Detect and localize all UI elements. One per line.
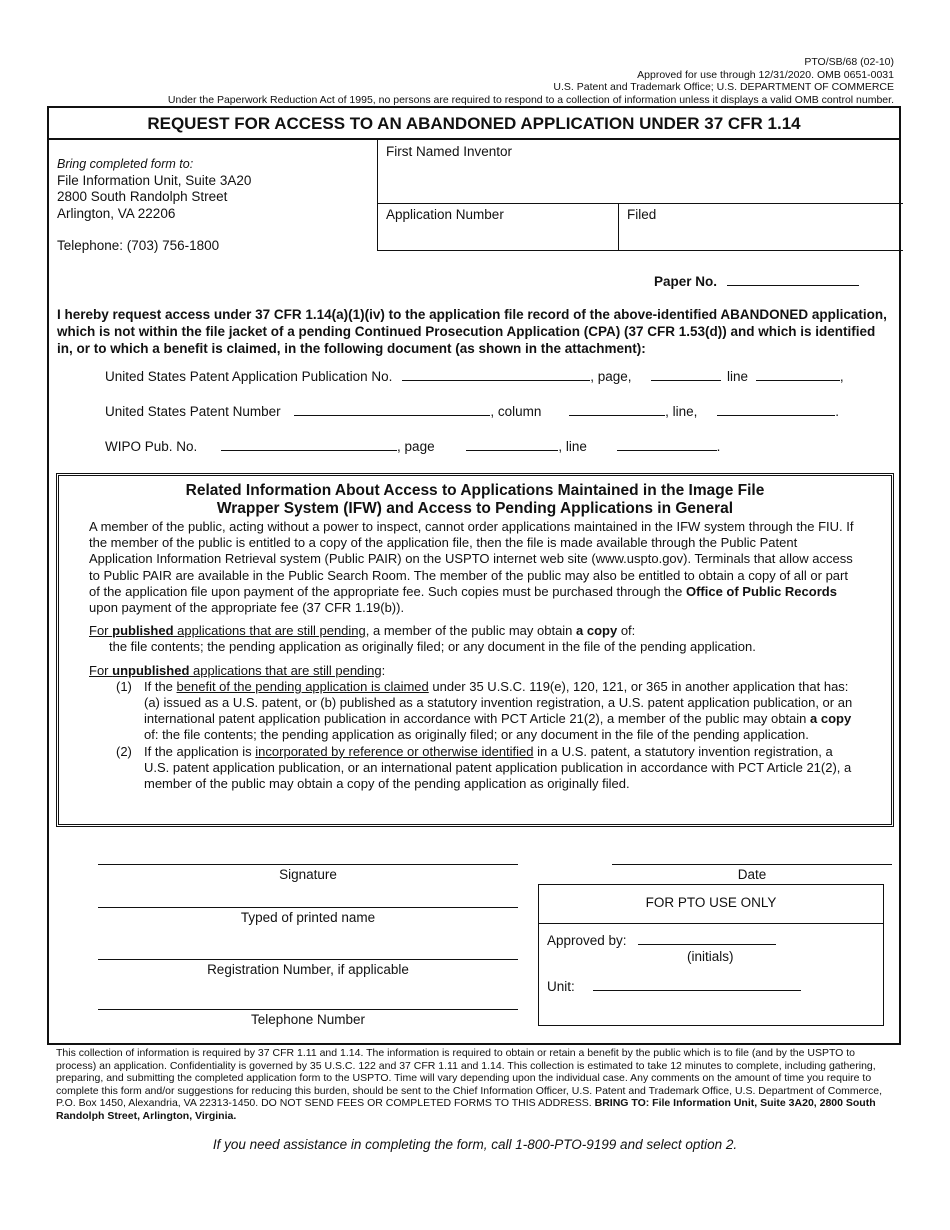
form-title: REQUEST FOR ACCESS TO AN ABANDONED APPLICATION UNDER 37 CFR 1.14 [49, 108, 899, 140]
office-of-public-records: Office of Public Records [685, 583, 837, 599]
patent-line-input[interactable] [717, 403, 835, 416]
form-header [168, 56, 894, 106]
item-1-text-c: of: the file contents; the pending application as originally filed; or any document in the file of the pending application. [144, 727, 809, 743]
filed-label: Filed [627, 207, 657, 222]
item-2-number: (2) [116, 743, 132, 759]
form-id: PTO/SB/68 (02-10) [804, 56, 894, 68]
wipo-line-input[interactable] [617, 438, 717, 451]
wipo-label: WIPO Pub. No. [105, 439, 198, 454]
patent-period: . [835, 404, 839, 419]
unpub-colon: : [381, 662, 386, 678]
unpub-for: For [89, 662, 113, 678]
approved-by-label: Approved by: [547, 933, 627, 948]
registration-number-line[interactable] [98, 959, 518, 977]
heading-line1: Related Information About Access to Applications Maintained in the Image File [185, 482, 765, 499]
unpub-tail: applications that are still pending [189, 662, 382, 678]
heading-line2: Wrapper System (IFW) and Access to Pending Applications in General [216, 500, 734, 517]
pub-bold: published [112, 623, 174, 639]
item-2-text-a: If the application is [144, 743, 256, 759]
initials-label: (initials) [687, 949, 734, 964]
request-statement: I hereby request access under 37 CFR 1.14(a)(1)(iv) to the application file record of the above-identified ABANDONED application, which is not within the file jacket of a pending Continued Prosecution Application (CPA) (37 CFR 1.53(d)) and which is identified in, or to which a benefit is claimed, in the following document (as shown in the attachment): [57, 307, 887, 356]
item-1-text-a: If the [144, 678, 177, 694]
unit-label: Unit: [547, 979, 575, 994]
application-number-label: Application Number [386, 207, 504, 222]
application-number-field[interactable] [377, 203, 619, 251]
pub-of: of: [617, 623, 636, 639]
burden-bring-to: BRING TO: File Information Unit, Suite 3A20, 2800 South Randolph Street, Arlington, Virginia. [56, 1097, 876, 1122]
wipo-page-label: , page [397, 439, 435, 454]
first-named-inventor-field[interactable] [377, 140, 903, 204]
first-named-inventor-label: First Named Inventor [386, 144, 513, 159]
patent-column-label: , column [490, 404, 542, 419]
publication-line-label: line [727, 369, 749, 384]
registration-label: Registration Number, if applicable [207, 962, 409, 977]
date-line[interactable] [612, 864, 892, 882]
filed-field[interactable] [618, 203, 903, 251]
signature-line[interactable] [98, 864, 518, 882]
paper-no [654, 273, 859, 289]
telephone-number-line[interactable] [98, 1009, 518, 1027]
ifw-paragraph [89, 519, 859, 616]
office-name: U.S. Patent and Trademark Office; U.S. DEPARTMENT OF COMMERCE [553, 81, 894, 93]
item-2 [89, 744, 859, 793]
patent-line-label: , line, [665, 404, 698, 419]
ifw-text-end: upon payment of the appropriate fee (37 CFR 1.19(b)). [89, 600, 405, 616]
unpublished-paragraph [89, 663, 859, 679]
publication-label: United States Patent Application Publication No. [105, 369, 393, 384]
publication-comma: , [839, 369, 844, 384]
publication-no-input[interactable] [402, 368, 590, 381]
ifw-text: A member of the public, acting without a power to inspect, cannot order applications maintained in the IFW system through the FIU. If the member of the public is entitled to a copy of the application file, then the file is made available through the Public Patent Application Information Retrieval system (Public PAIR) on the USPTO internet web site (www.uspto.gov). Terminals that allow access to Public PAIR are available in the Public Search Room. The member of the public may also be entitled to obtain a copy of all or part of the application file upon payment of the appropriate fee. Such copies must be purchased through the [89, 519, 854, 599]
publication-page-input[interactable] [651, 368, 721, 381]
wipo-row [105, 438, 720, 454]
bring-to-line2: 2800 South Randolph Street [57, 189, 228, 204]
related-info-heading [59, 482, 891, 518]
published-paragraph [89, 623, 859, 639]
bring-to-label: Bring completed form to: [57, 157, 194, 171]
published-underline [89, 623, 366, 638]
pub-rest: , a member of the public may obtain [365, 623, 577, 639]
omb-approval: Approved for use through 12/31/2020. OMB 0651-0031 [637, 68, 894, 81]
pub-for: For [89, 623, 113, 639]
paper-no-input[interactable] [727, 273, 859, 286]
related-info-body [89, 519, 859, 792]
related-info-box [56, 473, 894, 827]
bring-to-line3: Arlington, VA 22206 [57, 205, 176, 221]
approved-by-row [547, 932, 776, 948]
paperwork-notice: Under the Paperwork Reduction Act of 1995, no persons are required to respond to a collection of information unless it displays a valid OMB control number. [167, 93, 894, 106]
patent-number-label: United States Patent Number [105, 404, 281, 419]
typed-name-line[interactable] [98, 907, 518, 925]
wipo-pub-input[interactable] [221, 438, 397, 451]
item-1-number: (1) [116, 678, 132, 694]
unpublished-underline [89, 663, 382, 678]
publication-line-input[interactable] [756, 368, 840, 381]
date-label: Date [737, 867, 767, 882]
published-contents: the file contents; the pending application as originally filed; or any document in the file of the pending application. [109, 639, 756, 655]
item-2-text-b: in a U.S. patent, a statutory invention registration, a U.S. patent application publication, or an international patent application publication in accordance with PCT Article 21(2), a member of the public may obtain a copy of the pending application as originally filed. [144, 743, 852, 792]
paper-no-label: Paper No. [654, 274, 718, 289]
item-2-underline: incorporated by reference or otherwise identified [255, 743, 534, 759]
unpub-bold: unpublished [112, 662, 190, 678]
burden-text: This collection of information is required by 37 CFR 1.11 and 1.14. The information is required to obtain or retain a benefit by the public which is to file (and by the USPTO to process) an application. Confidentiality is governed by 35 U.S.C. 122 and 37 CFR 1.11 and 1.14. This collection is estimated to take 12 minutes to complete, including gathering, preparing, and submitting the completed application form to the USPTO. Time will vary depending upon the individual case. Any comments on the amount of time you require to complete this form and/or suggestions for reducing this burden, should be sent to the Chief Information Officer, U.S. Patent and Trademark Office, U.S. Department of Commerce, P.O. Box 1450, Alexandria, VA 22313-1450. DO NOT SEND FEES OR COMPLETED FORMS TO THIS ADDRESS. [56, 1047, 883, 1109]
typed-name-label: Typed of printed name [240, 910, 376, 925]
item-1-a-copy: a copy [810, 711, 852, 727]
bring-to-block [57, 156, 251, 255]
wipo-line-label: , line [558, 439, 587, 454]
signature-label: Signature [279, 867, 337, 882]
telephone-label: Telephone Number [250, 1012, 366, 1027]
publication-page-label: , page, [590, 369, 632, 384]
help-line: If you need assistance in completing the form, call 1-800-PTO-9199 and select option 2. [212, 1137, 738, 1152]
patent-number-input[interactable] [294, 403, 490, 416]
pub-a-copy: a copy [576, 623, 618, 639]
wipo-period: . [716, 439, 721, 454]
form-frame [47, 106, 901, 1045]
item-1 [89, 679, 859, 744]
pto-use-heading: FOR PTO USE ONLY [539, 885, 883, 924]
patent-number-row [105, 403, 839, 419]
item-1-underline: benefit of the pending application is claimed [176, 678, 429, 694]
unit-row [547, 978, 801, 994]
approved-by-input[interactable] [638, 932, 776, 945]
item-1-text-b: under 35 U.S.C. 119(e), 120, 121, or 365 in another application that has: (a) issued as a U.S. patent, or (b) published as a statutory invention registration, a U.S. patent application publication, or an international patent application publication in accordance with PCT Article 21(2), a member of the public may obtain [144, 678, 853, 727]
unit-input[interactable] [593, 978, 801, 991]
publication-row [105, 368, 844, 384]
burden-statement [56, 1047, 894, 1122]
pub-tail: applications that are still pending [173, 623, 366, 639]
pto-use-box [538, 884, 884, 1026]
patent-column-input[interactable] [569, 403, 665, 416]
bring-to-telephone: Telephone: (703) 756-1800 [57, 238, 220, 253]
wipo-page-input[interactable] [466, 438, 558, 451]
bring-to-line1: File Information Unit, Suite 3A20 [57, 172, 252, 188]
